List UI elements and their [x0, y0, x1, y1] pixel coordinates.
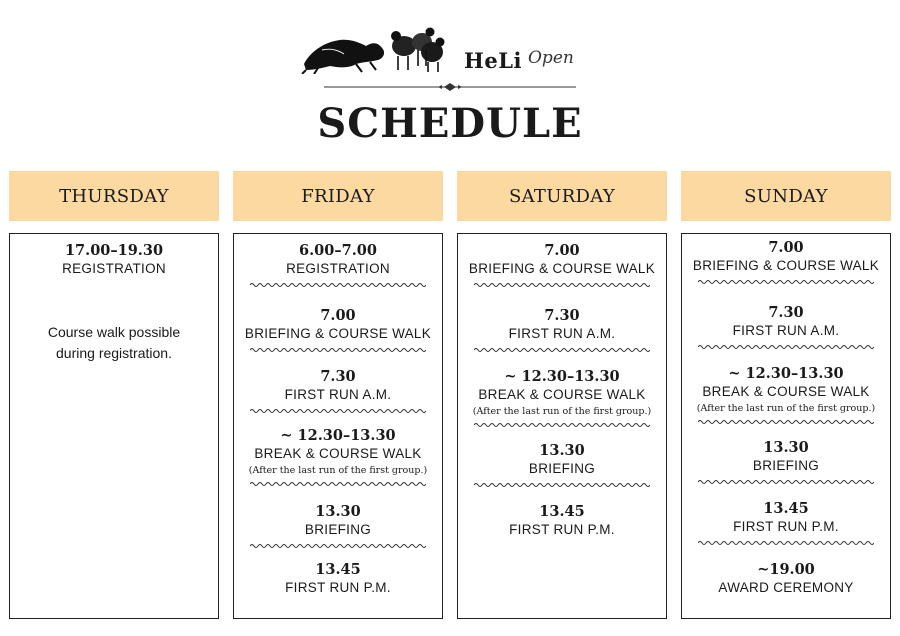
entry-note: (After the last run of the first group.): [696, 403, 876, 414]
day-column-saturday: [457, 171, 667, 537]
entry-label: FIRST RUN A.M.: [508, 326, 616, 341]
entry-label: AWARD CEREMONY: [718, 580, 854, 595]
logo: [300, 12, 600, 74]
schedule-entry: [682, 500, 890, 547]
note-block: [10, 322, 218, 364]
dog-and-sheep-icon: [300, 12, 450, 74]
wave-divider: [250, 480, 426, 488]
entry-label: REGISTRATION: [62, 261, 166, 276]
entry-time: 13.45: [315, 561, 361, 578]
entry-label: BRIEFING: [752, 458, 820, 473]
wave-divider: [698, 539, 874, 547]
entry-time: 7.00: [768, 239, 804, 256]
schedule-entry: [458, 503, 666, 539]
entry-label: FIRST RUN P.M.: [733, 519, 839, 534]
entry-label: BRIEFING: [528, 461, 596, 476]
entry-label: BREAK & COURSE WALK: [702, 384, 870, 399]
schedule-entry: [682, 365, 890, 426]
entry-time: 6.00–7.00: [299, 242, 377, 259]
entry-label: BRIEFING & COURSE WALK: [244, 326, 432, 341]
schedule-entry: [682, 239, 890, 286]
schedule-box: [457, 233, 667, 619]
schedule-entry: [458, 368, 666, 429]
entry-time: 7.30: [544, 307, 580, 324]
entry-label: REGISTRATION: [286, 261, 390, 276]
day-column-thursday: [9, 171, 219, 361]
schedule-entry: [458, 242, 666, 289]
schedule-entry: [458, 442, 666, 489]
entry-label: FIRST RUN P.M.: [285, 580, 391, 595]
wave-divider: [250, 281, 426, 289]
entry-time: 13.45: [539, 503, 585, 520]
entry-note: (After the last run of the first group.): [248, 465, 428, 476]
wave-divider: [250, 407, 426, 415]
entry-time: 7.30: [320, 368, 356, 385]
wave-divider: [698, 278, 874, 286]
page-header: [0, 0, 900, 160]
entry-label: BREAK & COURSE WALK: [478, 387, 646, 402]
entry-time: 13.45: [763, 500, 809, 517]
day-column-sunday: [681, 171, 891, 595]
schedule-entry: [234, 561, 442, 597]
entry-label: BRIEFING & COURSE WALK: [468, 261, 656, 276]
registration-note: Course walk possible during registration.: [47, 324, 181, 361]
day-header: SUNDAY: [681, 171, 891, 221]
entry-label: FIRST RUN P.M.: [509, 522, 615, 537]
entry-label: BRIEFING: [304, 522, 372, 537]
schedule-entry: [682, 304, 890, 351]
wave-divider: [474, 346, 650, 354]
schedule-box: [233, 233, 443, 619]
entry-time: ~ 12.30–13.30: [280, 427, 396, 444]
entry-time: 17.00–19.30: [64, 242, 164, 259]
entry-time: 13.30: [539, 442, 585, 459]
entry-time: 7.00: [320, 307, 356, 324]
entry-time: 13.30: [763, 439, 809, 456]
wave-divider: [474, 281, 650, 289]
schedule-entry: [234, 368, 442, 415]
wave-divider: [250, 542, 426, 550]
ornament-divider: [322, 80, 578, 94]
entry-label: FIRST RUN A.M.: [732, 323, 840, 338]
schedule-entry: [234, 503, 442, 550]
wave-divider: [698, 478, 874, 486]
wave-divider: [698, 418, 874, 426]
wave-divider: [474, 481, 650, 489]
page-title: SCHEDULE: [317, 100, 583, 147]
schedule-entry: [682, 561, 890, 597]
entry-time: 7.00: [544, 242, 580, 259]
entry-note: (After the last run of the first group.): [472, 406, 652, 417]
entry-time: ~ 12.30–13.30: [728, 365, 844, 382]
entry-label: BREAK & COURSE WALK: [254, 446, 422, 461]
entry-time: 13.30: [315, 503, 361, 520]
day-header: FRIDAY: [233, 171, 443, 221]
schedule-entry: [234, 427, 442, 488]
schedule-entry: [234, 307, 442, 354]
day-column-friday: [233, 171, 443, 595]
day-header: THURSDAY: [9, 171, 219, 221]
schedule-entry: [458, 307, 666, 354]
wave-divider: [250, 346, 426, 354]
schedule-entry: [234, 242, 442, 289]
brand-script: Open: [528, 48, 574, 68]
wave-divider: [698, 343, 874, 351]
schedule-entry: [682, 439, 890, 486]
day-header: SATURDAY: [457, 171, 667, 221]
schedule-box: [681, 233, 891, 619]
wave-divider: [474, 421, 650, 429]
entry-label: BRIEFING & COURSE WALK: [692, 258, 880, 273]
entry-time: ~19.00: [757, 561, 815, 578]
schedule-entry: [10, 242, 218, 278]
schedule-box: [9, 233, 219, 619]
entry-label: FIRST RUN A.M.: [284, 387, 392, 402]
entry-time: 7.30: [768, 304, 804, 321]
entry-time: ~ 12.30–13.30: [504, 368, 620, 385]
brand-name: HeLi: [464, 48, 522, 73]
